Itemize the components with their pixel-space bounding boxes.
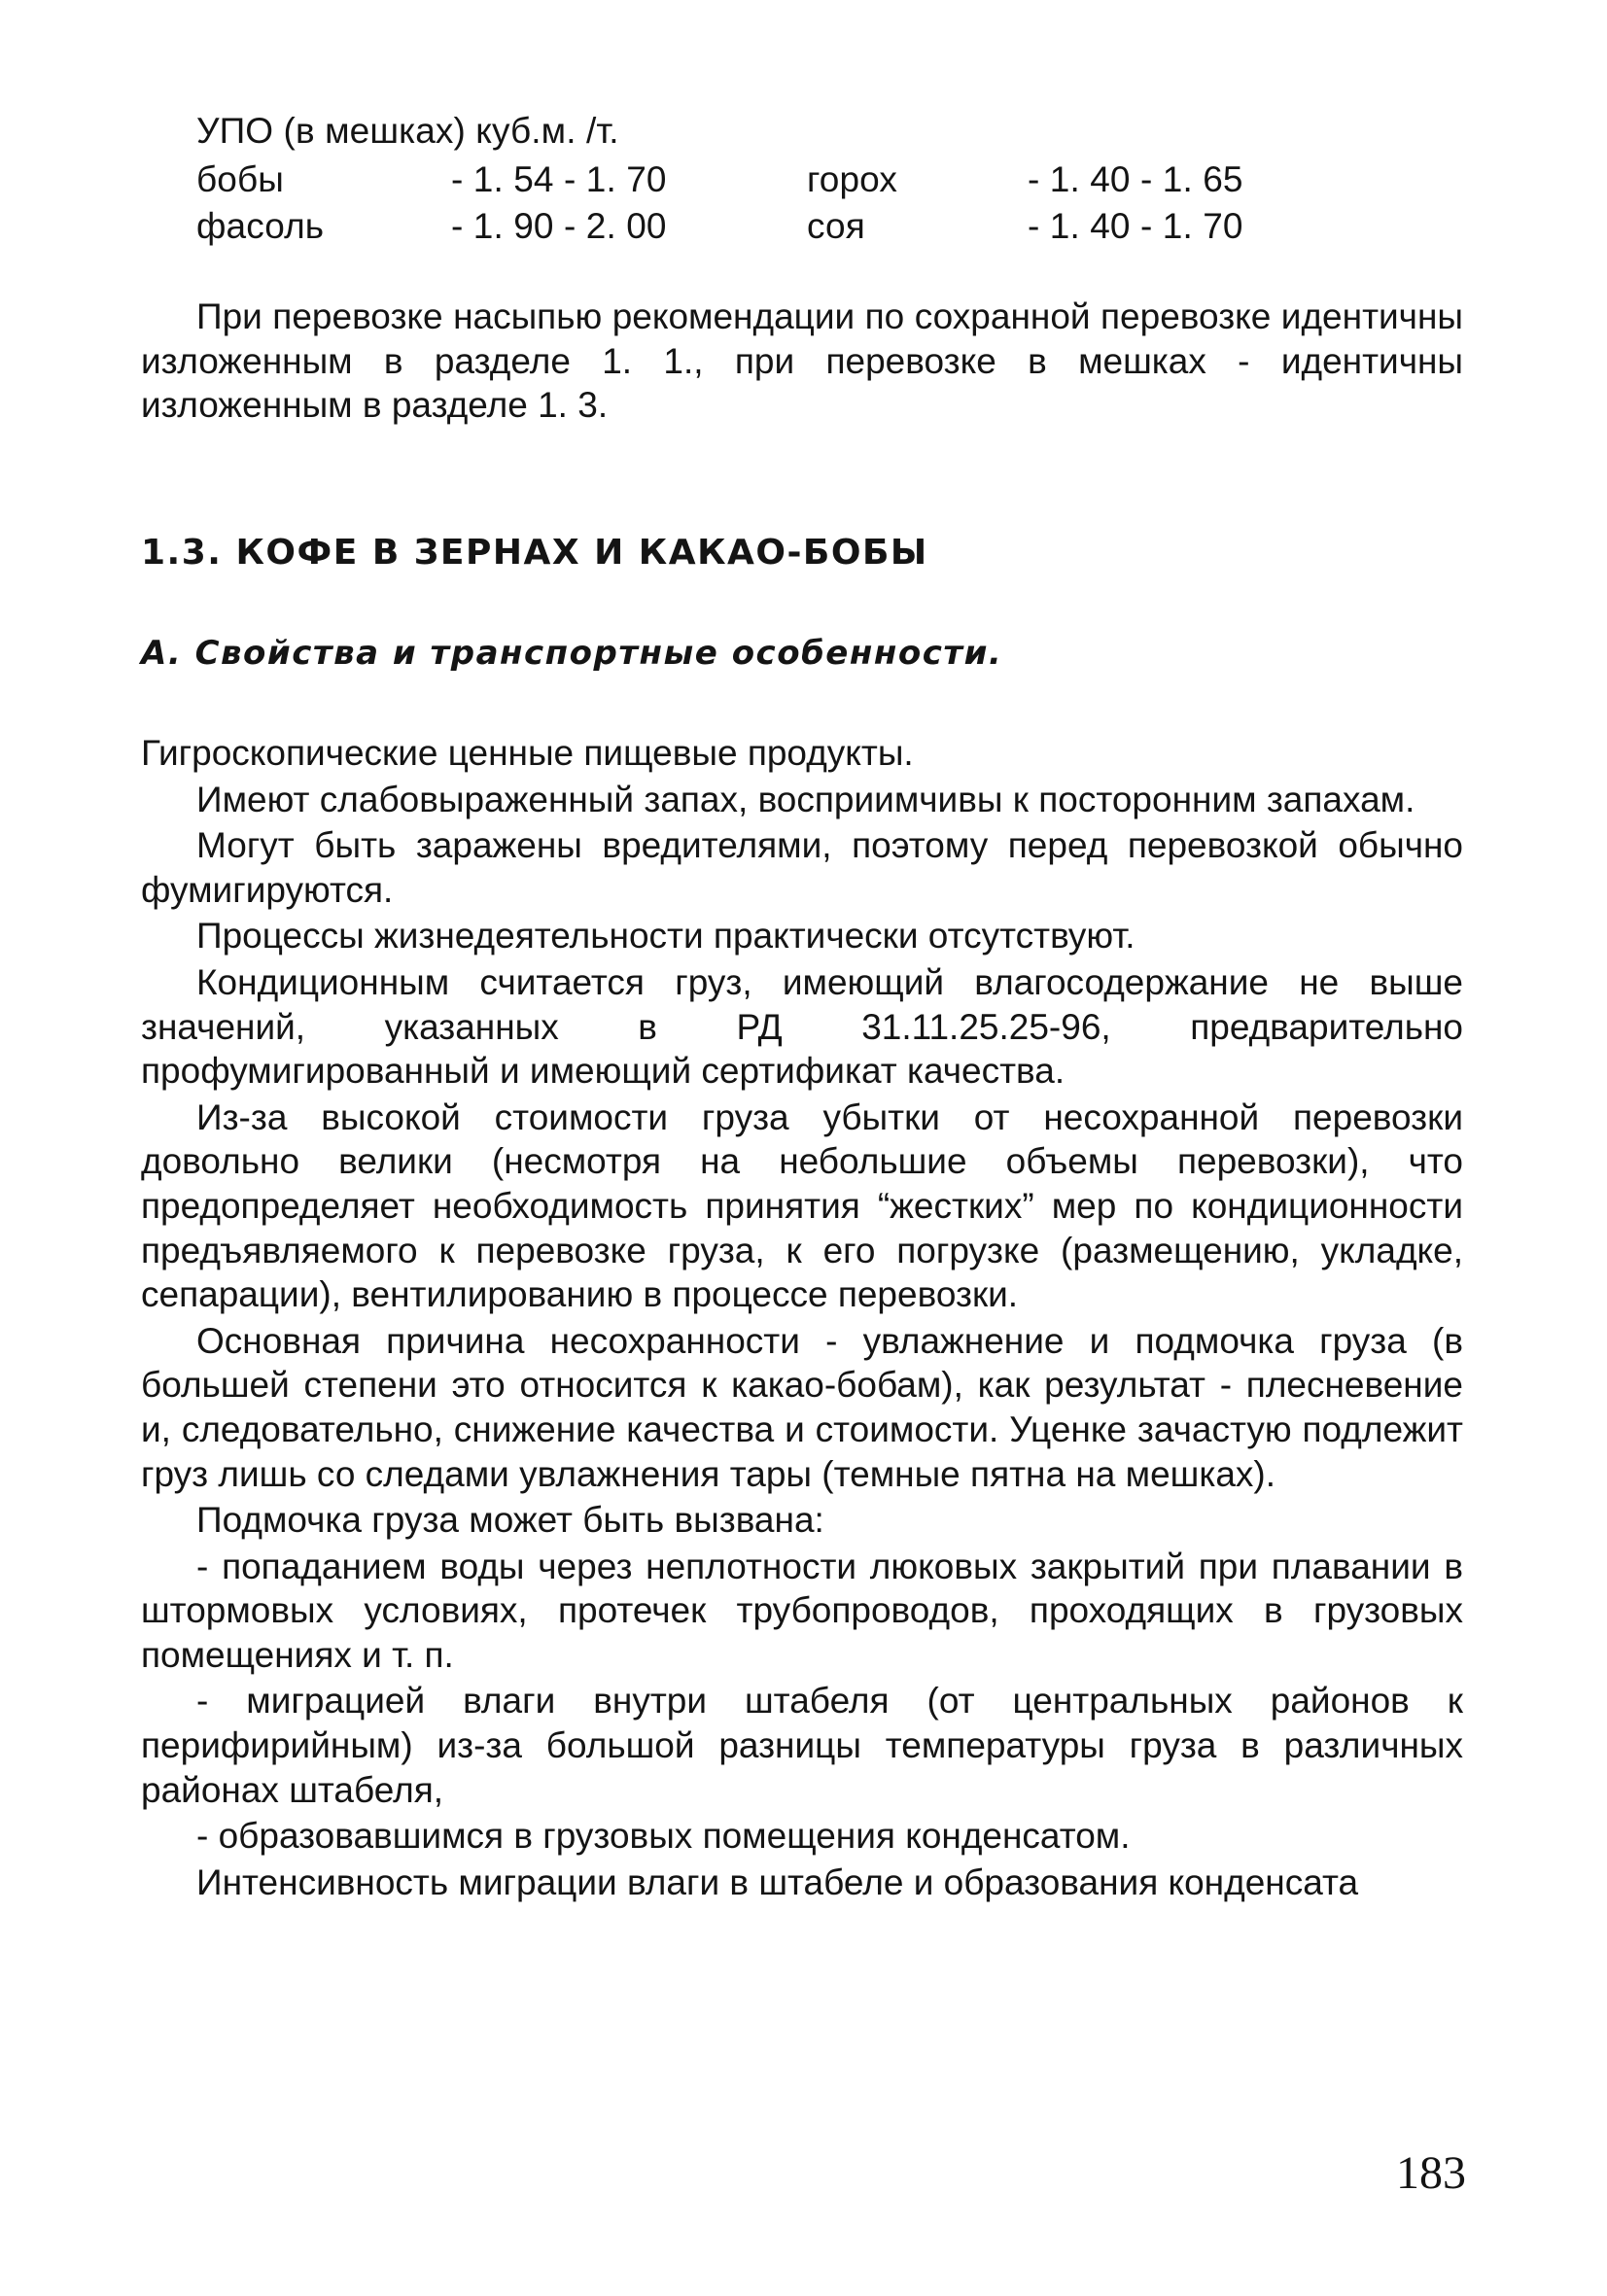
list-item: - попаданием воды через неплотности люковых закрытий при плавании в штормовых условиях, протечек трубопроводов, проходящих в грузовых помещениях и т. п. (141, 1546, 1463, 1675)
upo-value: - 1. 54 - 1. 70 (451, 159, 667, 199)
upo-value: - 1. 40 - 1. 65 (1028, 159, 1243, 199)
body-text (141, 731, 1463, 1904)
intro-paragraph: При перевозке насыпью рекомендации по сохранной перевозке идентичны изложенным в разделе 1. 1., при перевозке в мешках - идентичны изложенным в разделе 1. 3. (141, 296, 1463, 426)
paragraph: Основная причина несохранности - увлажнение и подмочка груза (в большей степени это относится к какао-бобам), как результат - плесневение и, следовательно, снижение качества и стоимости. Уценке зачастую подлежит груз лишь со следами увлажнения тары (темные пятна на мешках). (141, 1320, 1463, 1494)
upo-value: - 1. 40 - 1. 70 (1028, 206, 1243, 246)
paragraph: Гигроскопические ценные пищевые продукты. (141, 733, 914, 773)
section-heading: 1.3. КОФЕ В ЗЕРНАХ И КАКАО-БОБЫ (141, 533, 928, 573)
paragraph: Процессы жизнедеятельности практически отсутствуют. (196, 916, 1135, 957)
upo-item: соя (807, 206, 865, 246)
paragraph: Подмочка груза может быть вызвана: (196, 1500, 824, 1541)
list-item: - образовавшимся в грузовых помещения конденсатом. (196, 1816, 1131, 1857)
paragraph: Интенсивность миграции влаги в штабеле и образования конденсата (196, 1861, 1359, 1902)
upo-item: горох (807, 159, 897, 199)
section-subheading: А. Свойства и транспортные особенности. (141, 634, 1003, 673)
paragraph: Могут быть заражены вредителями, поэтому перед перевозкой обычно фумигируются. (141, 825, 1463, 910)
paragraph: Имеют слабовыраженный запах, восприимчивы к посторонним запахам. (196, 779, 1415, 819)
upo-item: фасоль (196, 206, 325, 246)
upo-value: - 1. 90 - 2. 00 (451, 206, 667, 246)
upo-header: УПО (в мешках) куб.м. /т. (196, 111, 619, 151)
upo-row (196, 157, 1314, 204)
upo-row (196, 204, 1314, 251)
list-item: - миграцией влаги внутри штабеля (от центральных районов к перифирийным) из-за большой разницы температуры груза в различных районах штабеля, (141, 1681, 1463, 1810)
paragraph: Из-за высокой стоимости груза убытки от несохранной перевозки довольно велики (несмотря на небольшие объемы перевозки), что предопределяет необходимость принятия “жестких” мер по кондиционности предъявляемого к перевозке груза, к его погрузке (размещению, укладке, сепарации), вентилированию в процессе перевозки. (141, 1096, 1463, 1315)
intro-block (141, 295, 1463, 428)
paragraph: Кондиционным считается груз, имеющий влагосодержание не выше значений, указанных в РД 31.11.25.25-96, предварительно профумигированный и имеющий сертификат качества. (141, 961, 1463, 1092)
page-number: 183 (1396, 2147, 1466, 2199)
upo-item: бобы (196, 159, 284, 199)
